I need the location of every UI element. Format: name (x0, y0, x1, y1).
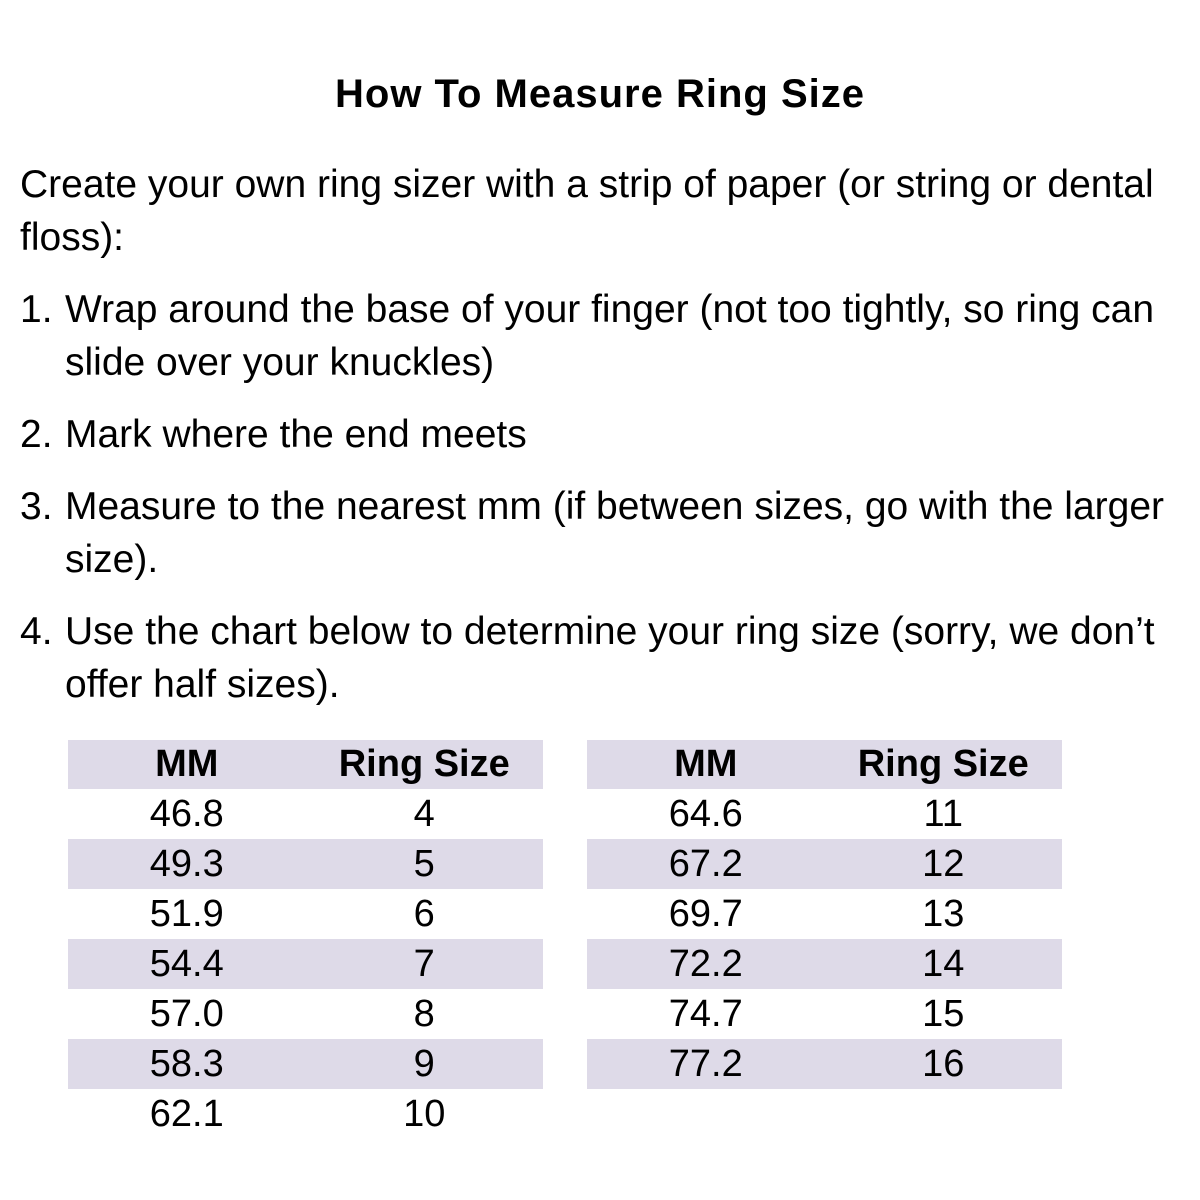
table-header-row (68, 740, 543, 789)
ring-size-cell: 7 (413, 942, 435, 985)
ring-size-cell: 13 (922, 892, 965, 935)
table-row (68, 889, 543, 939)
table-row (587, 839, 1062, 889)
ring-size-table-left (68, 740, 543, 1139)
mm-value-cell: 51.9 (149, 892, 224, 935)
column-header-mm: MM (674, 743, 738, 785)
ring-size-cell: 10 (403, 1092, 446, 1135)
mm-value-cell: 72.2 (668, 942, 743, 985)
ring-size-cell: 4 (413, 792, 435, 835)
table-row (587, 939, 1062, 989)
table-row (68, 939, 543, 989)
table-row (68, 989, 543, 1039)
ring-size-cell: 14 (922, 942, 965, 985)
mm-value-cell: 57.0 (149, 992, 224, 1035)
table-header-row (587, 740, 1062, 789)
column-header-ring-size: Ring Size (338, 743, 510, 785)
ring-size-cell: 9 (413, 1042, 435, 1085)
intro-text: Create your own ring sizer with a strip of paper (or string or dental floss): (20, 163, 1154, 259)
step-item (20, 408, 1200, 461)
step-text: Wrap around the base of your finger (not too tightly, so ring can slide over your knuckles) (65, 288, 1155, 384)
mm-value-cell: 49.3 (149, 842, 224, 885)
step-number: 3. (20, 485, 53, 528)
ring-size-cell: 6 (413, 892, 435, 935)
mm-value-cell: 67.2 (668, 842, 743, 885)
column-header-mm: MM (155, 743, 219, 785)
mm-value-cell: 54.4 (149, 942, 224, 985)
table-row (587, 1039, 1062, 1089)
mm-value-cell: 58.3 (149, 1042, 224, 1085)
step-item (20, 480, 1200, 586)
mm-value-cell: 46.8 (149, 792, 224, 835)
instruction-steps (20, 283, 1200, 711)
ring-size-cell: 16 (922, 1042, 965, 1085)
table-row (68, 789, 543, 839)
ring-size-table-right (587, 740, 1062, 1089)
table-row (587, 989, 1062, 1039)
step-number: 4. (20, 610, 53, 653)
step-text: Mark where the end meets (65, 413, 527, 456)
mm-value-cell: 64.6 (668, 792, 743, 835)
step-item (20, 605, 1200, 711)
ring-size-cell: 5 (413, 842, 435, 885)
mm-value-cell: 69.7 (668, 892, 743, 935)
column-header-ring-size: Ring Size (857, 743, 1029, 785)
ring-size-cell: 15 (922, 992, 965, 1035)
ring-size-cell: 12 (922, 842, 965, 885)
mm-value-cell: 74.7 (668, 992, 743, 1035)
table-row (68, 839, 543, 889)
step-number: 1. (20, 288, 53, 331)
table-row (68, 1089, 543, 1139)
page-title: How To Measure Ring Size (335, 72, 865, 116)
table-row (587, 889, 1062, 939)
ring-size-cell: 11 (923, 792, 963, 835)
mm-value-cell: 77.2 (668, 1042, 743, 1085)
step-text: Measure to the nearest mm (if between sizes, go with the larger size). (65, 485, 1165, 581)
step-number: 2. (20, 413, 53, 456)
mm-value-cell: 62.1 (149, 1092, 224, 1135)
size-chart-section (68, 740, 1200, 1139)
table-row (68, 1039, 543, 1089)
step-text: Use the chart below to determine your ring size (sorry, we don’t offer half sizes). (65, 610, 1155, 706)
ring-size-cell: 8 (413, 992, 435, 1035)
step-item (20, 283, 1200, 389)
table-row (587, 789, 1062, 839)
